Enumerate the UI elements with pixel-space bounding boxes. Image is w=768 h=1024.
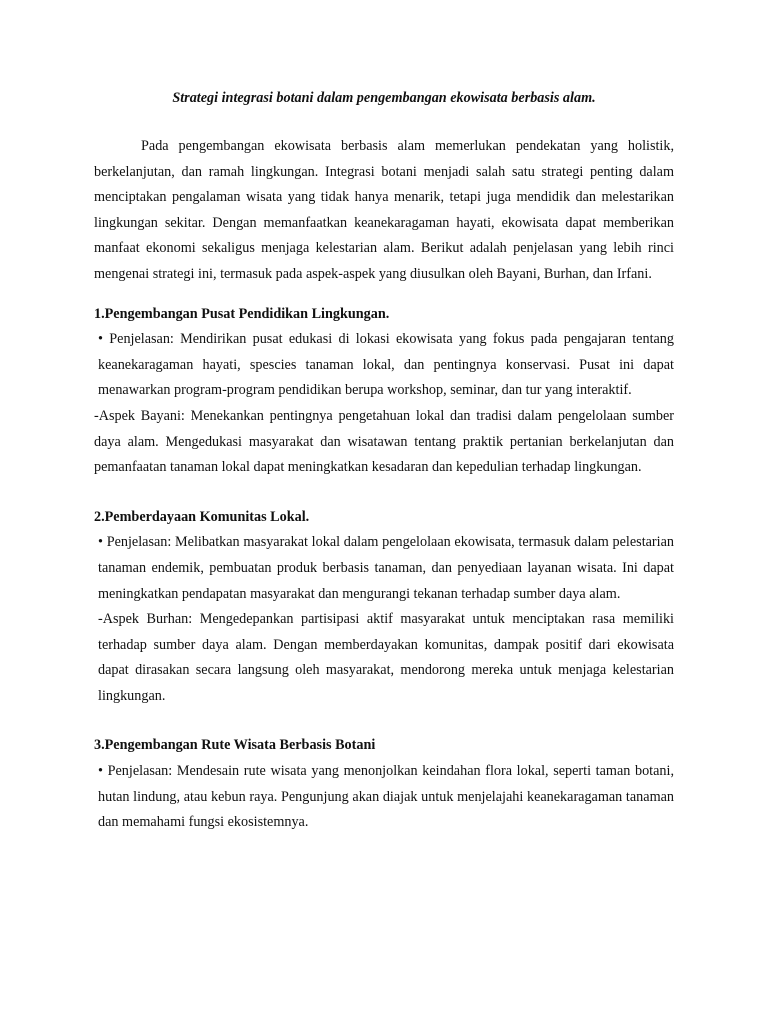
section-2-heading: 2.Pemberdayaan Komunitas Lokal. <box>94 508 310 525</box>
section-3-heading: 3.Pengembangan Rute Wisata Berbasis Botani <box>94 737 376 754</box>
section-1-penjelasan: • Penjelasan: Mendirikan pusat edukasi di lokasi ekowisata yang fokus pada pengajaran tentang keanekaragaman hayati, spescies tanaman lokal, dan pentingnya konservasi. Pusat ini dapat menawarkan program-program pendidikan berupa workshop, seminar, dan tur yang interaktif. <box>98 331 674 399</box>
section-1-aspek-bayani: -Aspek Bayani: Menekankan pentingnya pengetahuan lokal dan tradisi dalam pengelolaan sumber daya alam. Mengedukasi masyarakat dan wisatawan tentang praktik pertanian berkelanjutan dan pemanfaatan tanaman lokal dapat meningkatkan kesadaran dan kepedulian terhadap lingkungan. <box>94 407 674 476</box>
section-2-penjelasan: • Penjelasan: Melibatkan masyarakat lokal dalam pengelolaan ekowisata, termasuk dalam pelestarian tanaman endemik, pembuatan produk berbasis tanaman, dan penyediaan layanan wisata. Ini dapat meningkatkan pendapatan masyarakat dan mengurangi tekanan terhadap sumber daya alam. <box>98 534 674 602</box>
section-3-penjelasan: • Penjelasan: Mendesain rute wisata yang menonjolkan keindahan flora lokal, seperti taman botani, hutan lindung, atau kebun raya. Pengunjung akan diajak untuk menjelajahi keanekaragaman tanaman dan memahami fungsi ekosistemnya. <box>98 763 674 831</box>
section-1-heading: 1.Pengembangan Pusat Pendidikan Lingkungan. <box>94 305 390 322</box>
section-2-aspek-burhan: -Aspek Burhan: Mengedepankan partisipasi aktif masyarakat untuk menciptakan rasa memiliki terhadap sumber daya alam. Dengan memberdayakan komunitas, dampak positif dari ekowisata dapat dirasakan secara langsung oleh masyarakat, mendorong mereka untuk menjaga kelestarian lingkungan. <box>98 611 674 704</box>
intro-paragraph: Pada pengembangan ekowisata berbasis alam memerlukan pendekatan yang holistik, berkelanjutan, dan ramah lingkungan. Integrasi botani menjadi salah satu strategi penting dalam menciptakan pengalaman wisata yang tidak hanya menarik, tetapi juga mendidik dan melestarikan lingkungan sekitar. Dengan memanfaatkan keanekaragaman hayati, ekowisata dapat memberikan manfaat ekonomi sekaligus menjaga kelestarian alam. Berikut adalah penjelasan yang lebih rinci mengenai strategi ini, termasuk pada aspek-aspek yang diusulkan oleh Bayani, Burhan, dan Irfani. <box>94 138 674 282</box>
document-title: Strategi integrasi botani dalam pengembangan ekowisata berbasis alam. <box>172 90 596 106</box>
document-body <box>94 134 674 836</box>
